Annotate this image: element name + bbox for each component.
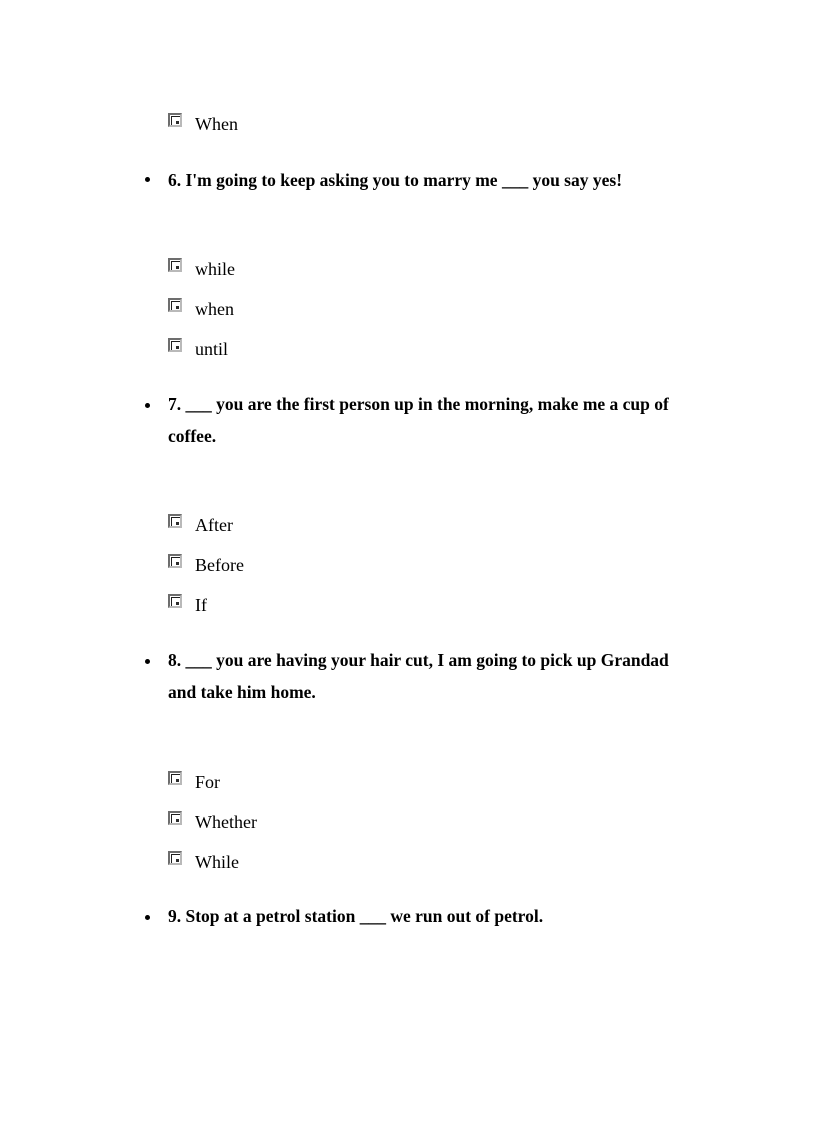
question-text: 6. I'm going to keep asking you to marry me ___ you say yes!: [168, 170, 623, 190]
bullet-icon: [145, 403, 150, 408]
checkbox-icon[interactable]: [168, 851, 182, 865]
option-label: When: [195, 114, 238, 134]
option-label: when: [195, 299, 234, 319]
checkbox-icon[interactable]: [168, 811, 182, 825]
checkbox-icon[interactable]: [168, 594, 182, 608]
question-text: 7. ___ you are the first person up in the morning, make me a cup of coffee.: [168, 394, 669, 446]
bullet-icon: [145, 659, 150, 664]
option-label: Before: [195, 555, 244, 575]
checkbox-icon[interactable]: [168, 338, 182, 352]
checkbox-icon[interactable]: [168, 113, 182, 127]
option-label: If: [195, 595, 207, 615]
checkbox-icon[interactable]: [168, 771, 182, 785]
option-label: While: [195, 852, 239, 872]
question-text: 8. ___ you are having your hair cut, I am going to pick up Grandad and take him home.: [168, 650, 669, 702]
checkbox-icon[interactable]: [168, 514, 182, 528]
option-label: For: [195, 772, 221, 792]
option-label: After: [195, 515, 233, 535]
option-label: until: [195, 339, 229, 359]
checkbox-icon[interactable]: [168, 258, 182, 272]
question-text: 9. Stop at a petrol station ___ we run out of petrol.: [168, 906, 544, 926]
bullet-icon: [145, 177, 150, 182]
bullet-icon: [145, 915, 150, 920]
option-label: Whether: [195, 812, 257, 832]
checkbox-icon[interactable]: [168, 554, 182, 568]
checkbox-icon[interactable]: [168, 298, 182, 312]
option-label: while: [195, 259, 235, 279]
